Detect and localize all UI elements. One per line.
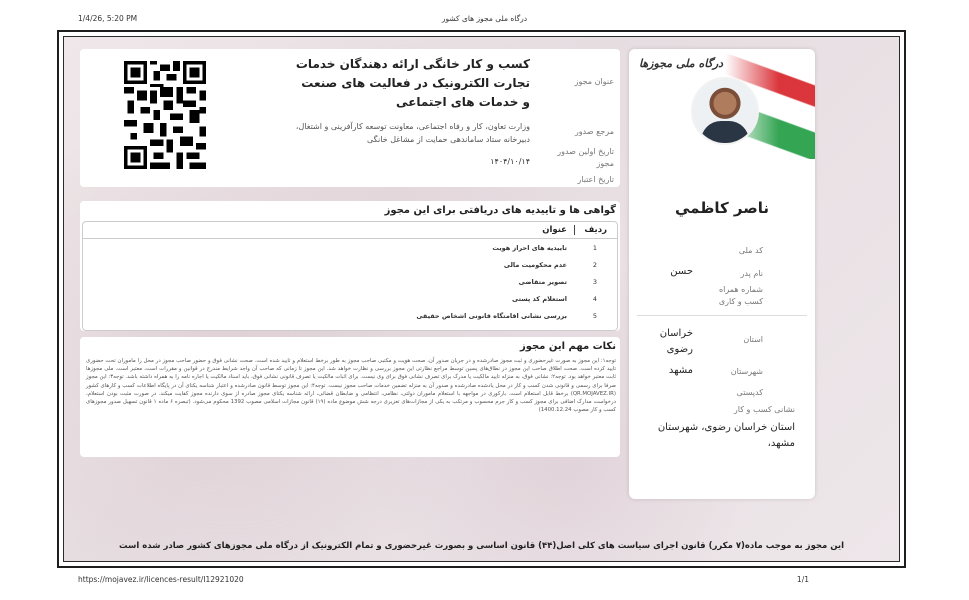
print-header (58, 14, 911, 28)
city-value: مشهد (668, 365, 693, 376)
row-title: تاییدیه های احراز هویت (492, 244, 567, 252)
portal-logo: درگاه ملی مجوزها (639, 57, 724, 70)
notes-body: توجه۱: این مجوز به صورت غیرحضوری و ثبت مجوز صادرشده و در جریان صدور آن، صحت هویت و مکتبی صاحب مجوز به طور برخط استعلام و تایید شده است. صحت نشانی فوق و حضور صاحب مجوز در محل را ماموران تحت حضوری تایید کرده است. صحت اطلاق صاحب این مجوز در نطاق‌های پسین توسط مراجع نظارتی این مجوز بررسی و نظارت خواهد شد. این مجوز تا زمانی که صاحب آن واجد شرایط مندرج در قوانین و مقررات است، معتبر است. ملی مجوزها ثابت معتبر خواهد بود. توجه۲: نشانی فوق، به منزله تایید مالکیت یا مدرک برای تصرف نشانی فوق برای وی نیست. برای اثبات مالکیت یا تصرف قانونی نشانی فوق، باید اسناد مالکیت یا اجاره نامه را به همراه داشته باشد. توجه۳: این مجوز صرفا برای رسمی و قانونی شدن کسب و کار در محل یادشده صادرشده و صدور آن به منزله تضمین خدمات صاحب مجوز نیست. توجه۴: این مجوز توسط قانون صادرشده و اعتبار شناسه یکتای آن در پایگاه اطلاعات کسب و کارهای کشور (QR.MOJAVEZ.IR) برخط قابل استعلام است. بارکوری در مواجهه با استعلام ماموران دولتی، نظامی، انتظامی و ضابطان قضائی، ارائه شناسه یکتای مجوز صادره از سوی دارنده مجوز کفایت میکند. در صورت مثبت بودن استعلام، درخواست مدارک اضافی برای مجوز کسب و کار جرم محسوب و مرتکب به یکی از مجازات‌های تعزیری درجه شش موضوع ماده (۱۹) قانون مجازات اسلامی مصوب 1392 محکوم می‌شود. (تبصره ۶ ماده ۱ قانون تسهیل صدور مجوزهای کسب و کار مصوب 1400.12.24) (86, 358, 616, 414)
row-title: تصویر متقاضی (518, 278, 567, 286)
national-code-label: کد ملی (738, 246, 763, 255)
issuer-value: وزارت تعاون، کار و رفاه اجتماعی، معاونت توسعه کارآفرینی و اشتغال، دبیرخانه ستاد ساماندهی حمایت از مشاغل خانگی (295, 122, 530, 144)
print-page-number: 1/1 (796, 575, 809, 584)
table-row (83, 291, 617, 308)
row-title: استعلام کد پستی (512, 295, 567, 303)
table-header (83, 222, 617, 239)
address-label: نشانی کسب و کار (733, 405, 795, 414)
person-name: ناصر کاظمي (674, 199, 770, 217)
column-header-index: ردیف (584, 225, 607, 235)
postal-code-label: کدپستی (736, 388, 763, 397)
notes-panel (80, 337, 620, 457)
footer-legal-text: این مجوز به موجب ماده(۷ مکرر) قانون اجرای سیاست های کلی اصل(۴۴) قانون اساسی و بصورت غیرحضوری و تمام الکترونیک از درگاه ملی مجوزهای کشور صادر شده است (119, 541, 844, 551)
validity-label: تاریخ اعتبار (577, 175, 614, 184)
print-datetime: 1/4/26, 5:20 PM (78, 14, 138, 23)
license-frame (57, 30, 906, 568)
row-index: 2 (592, 261, 597, 269)
avatar-shirt (701, 121, 749, 143)
first-issue-date: ۱۴۰۴/۱۰/۱۴ (490, 157, 530, 166)
province-value: خراسان رضوی (659, 328, 693, 355)
license-info-panel (80, 49, 620, 187)
avatar (691, 77, 759, 145)
divider (637, 315, 807, 316)
first-issue-label: تاریخ اولین صدور مجوز (557, 147, 614, 168)
mobile-label: شماره همراه (718, 285, 763, 294)
row-index: 1 (592, 244, 597, 252)
father-name-label: نام پدر (740, 269, 763, 278)
qr-code (124, 61, 206, 169)
row-title: عدم محکومیت مالی (503, 261, 567, 269)
certificates-title: گواهی ها و تاییدیه های دریافتی برای این مجوز (384, 205, 616, 216)
table-row (83, 308, 617, 325)
print-site-title: درگاه ملی مجوز های کشور (441, 14, 528, 23)
certificates-table (82, 221, 618, 331)
province-label: استان (743, 335, 763, 344)
address-value: استان خراسان رضوی، شهرستان مشهد، (657, 422, 795, 449)
business-label: کسب و کاری (718, 297, 763, 306)
column-header-title: عنوان (542, 225, 567, 235)
father-name-value: حسن (670, 266, 693, 277)
row-title: بررسی نشانی اقامتگاه قانونی اشخاص حقیقی (416, 312, 567, 320)
row-index: 5 (592, 312, 597, 320)
table-row (83, 274, 617, 291)
table-row (83, 240, 617, 257)
profile-card (629, 49, 815, 499)
certificates-panel (80, 201, 620, 331)
print-url: https://mojavez.ir/licences-result/I12921020 (78, 575, 244, 584)
table-row (83, 257, 617, 274)
city-label: شهرستان (730, 367, 763, 376)
row-index: 4 (592, 295, 597, 303)
row-index: 3 (592, 278, 597, 286)
license-title-label: عنوان مجوز (574, 77, 614, 86)
license-title: کسب و کار خانگی ارائه دهندگان خدمات تجارت الکترونیک در فعالیت های صنعت و خدمات های اجتماعی (295, 57, 530, 109)
issuer-label: مرجع صدور (574, 127, 614, 136)
notes-title: نکات مهم این مجوز (519, 341, 616, 352)
license-inner-frame (63, 36, 900, 562)
column-separator (574, 225, 575, 235)
